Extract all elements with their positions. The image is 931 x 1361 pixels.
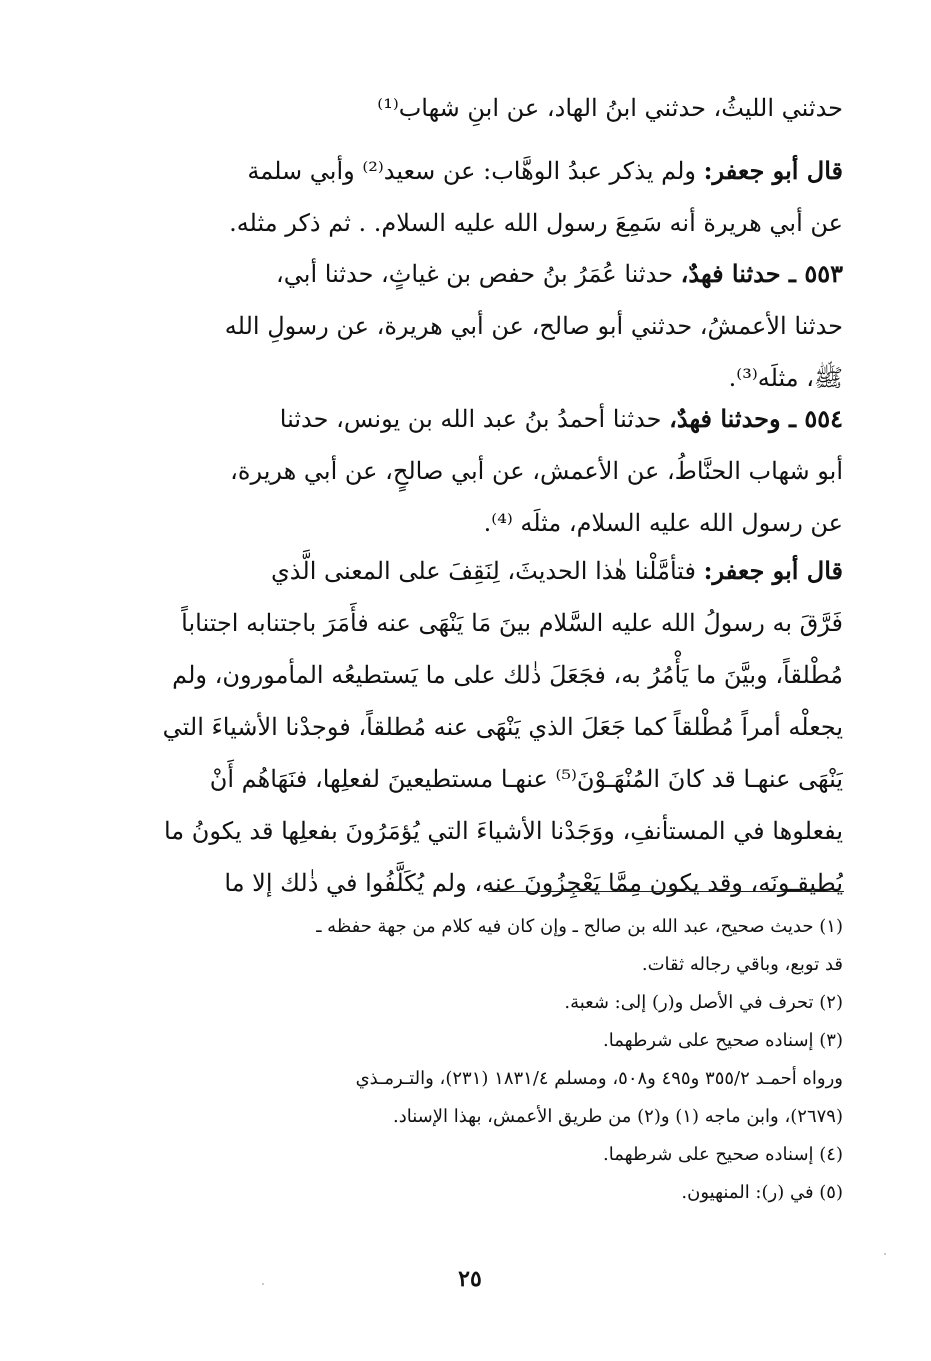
footnote-line: (٣) إسناده صحيح على شرطهما.	[603, 1030, 843, 1051]
text-line	[143, 393, 843, 445]
text-line: أبو شهاب الحنَّاطُ، عن الأعمش، عن أبي صالحٍ، عن أبي هريرة،	[230, 457, 843, 485]
text-line: يفعلوها في المستأنفِ، ووَجَدْنا الأشياءَ التي يُؤمَرُونَ بفعلِها قد يكونُ ما	[163, 817, 843, 845]
paragraph-continuation	[143, 82, 843, 134]
text-line-content: حدثنا أحمدُ بنُ عبد الله بن يونس، حدثنا	[279, 405, 662, 433]
paragraph-hadith-554	[143, 393, 843, 549]
footnote-divider	[488, 891, 844, 892]
text-line	[143, 545, 843, 597]
text-line: عن رسول الله عليه السلام، مثلَه ⁽⁴⁾.	[483, 509, 843, 537]
footnote-line: (٢) تحرف في الأصل و(ر) إلى: شعبة.	[564, 992, 843, 1013]
paragraph-lead: ٥٥٣ ـ حدثنا فهدٌ،	[680, 259, 843, 288]
text-line-content: ولم يذكر عبدُ الوهَّاب: عن سعيد⁽²⁾ وأبي سلمة	[247, 157, 697, 185]
page-number: ٢٥	[458, 1266, 482, 1292]
footnote-line: ورواه أحمـد ٣٥٥/٢ و٤٩٥ و٥٠٨، ومسلم ١٨٣١/٤ (٢٣١)، والتـرمـذي	[355, 1068, 843, 1089]
paragraph-lead: ٥٥٤ ـ وحدثنا فهدٌ،	[669, 404, 843, 433]
footnotes	[133, 908, 843, 1212]
paragraph-lead: قال أبو جعفر:	[703, 556, 843, 585]
text-line-content: فتأمَّلْنا هٰذا الحديثَ، لِنَقِفَ على المعنى الَّذي	[271, 557, 697, 585]
footnote-line: (١) حديث صحيح، عبد الله بن صالح ـ وإن كان فيه كلام من جهة حفظه ـ	[316, 916, 843, 937]
scan-speck	[262, 1283, 264, 1285]
text-line: حدثنا الأعمشُ، حدثني أبو صالح، عن أبي هريرة، عن رسولِ الله	[224, 312, 843, 340]
text-line: يجعلْه أمراً مُطْلقاً كما جَعَلَ الذي يَنْهَى عنه مُطلقاً، فوجدْنا الأشياءَ التي	[162, 713, 843, 741]
paragraph-abu-jafar-1	[143, 145, 843, 249]
text-line: حدثني الليثُ، حدثني ابنُ الهاد، عن ابنِ شهاب⁽¹⁾	[377, 94, 843, 122]
text-line: ﷺ، مثلَه⁽³⁾.	[728, 364, 843, 392]
paragraph-lead: قال أبو جعفر:	[703, 156, 843, 185]
text-line: فَرَّقَ به رسولُ الله عليه السَّلام بينَ مَا يَنْهَى عنه فأَمَرَ باجتنابه اجتناباً	[181, 609, 843, 637]
text-line: يُطيقـونَه، وقد يكون مِمَّا يَعْجِزُونَ عنه، ولم يُكَلَّفُوا في ذٰلك إلا ما	[224, 869, 843, 897]
text-line	[143, 145, 843, 197]
footnote-line: (٥) في (ر): المنهيون.	[681, 1182, 843, 1203]
text-line-content: حدثنا عُمَرُ بنُ حفص بن غياثٍ، حدثنا أبي،	[276, 260, 674, 288]
footnote-line: قد توبع، وباقي رجاله ثقات.	[641, 954, 843, 975]
text-line	[143, 248, 843, 300]
text-line: مُطْلقاً، وبيَّنَ ما يَأْمُرُ به، فجَعَلَ ذٰلك على ما يَستطيعُه المأمورون، ولم	[172, 661, 843, 689]
text-line: يَنْهَى عنهـا قد كانَ المُنْهَـوْنَ⁽⁵⁾ عنهـا مستطيعينَ لفعلِها، فنَهَاهُم أَنْ	[209, 765, 843, 793]
scan-speck	[884, 1253, 886, 1255]
paragraph-abu-jafar-2	[143, 545, 843, 909]
paragraph-hadith-553	[143, 248, 843, 404]
footnote-line: (٢٦٧٩)، وابن ماجه (١) و(٢) من طريق الأعمش، بهذا الإسناد.	[392, 1106, 843, 1127]
text-line: عن أبي هريرة أنه سَمِعَ رسول الله عليه السلام. . ثم ذكر مثله.	[229, 209, 843, 237]
footnote-line: (٤) إسناده صحيح على شرطهما.	[603, 1144, 843, 1165]
